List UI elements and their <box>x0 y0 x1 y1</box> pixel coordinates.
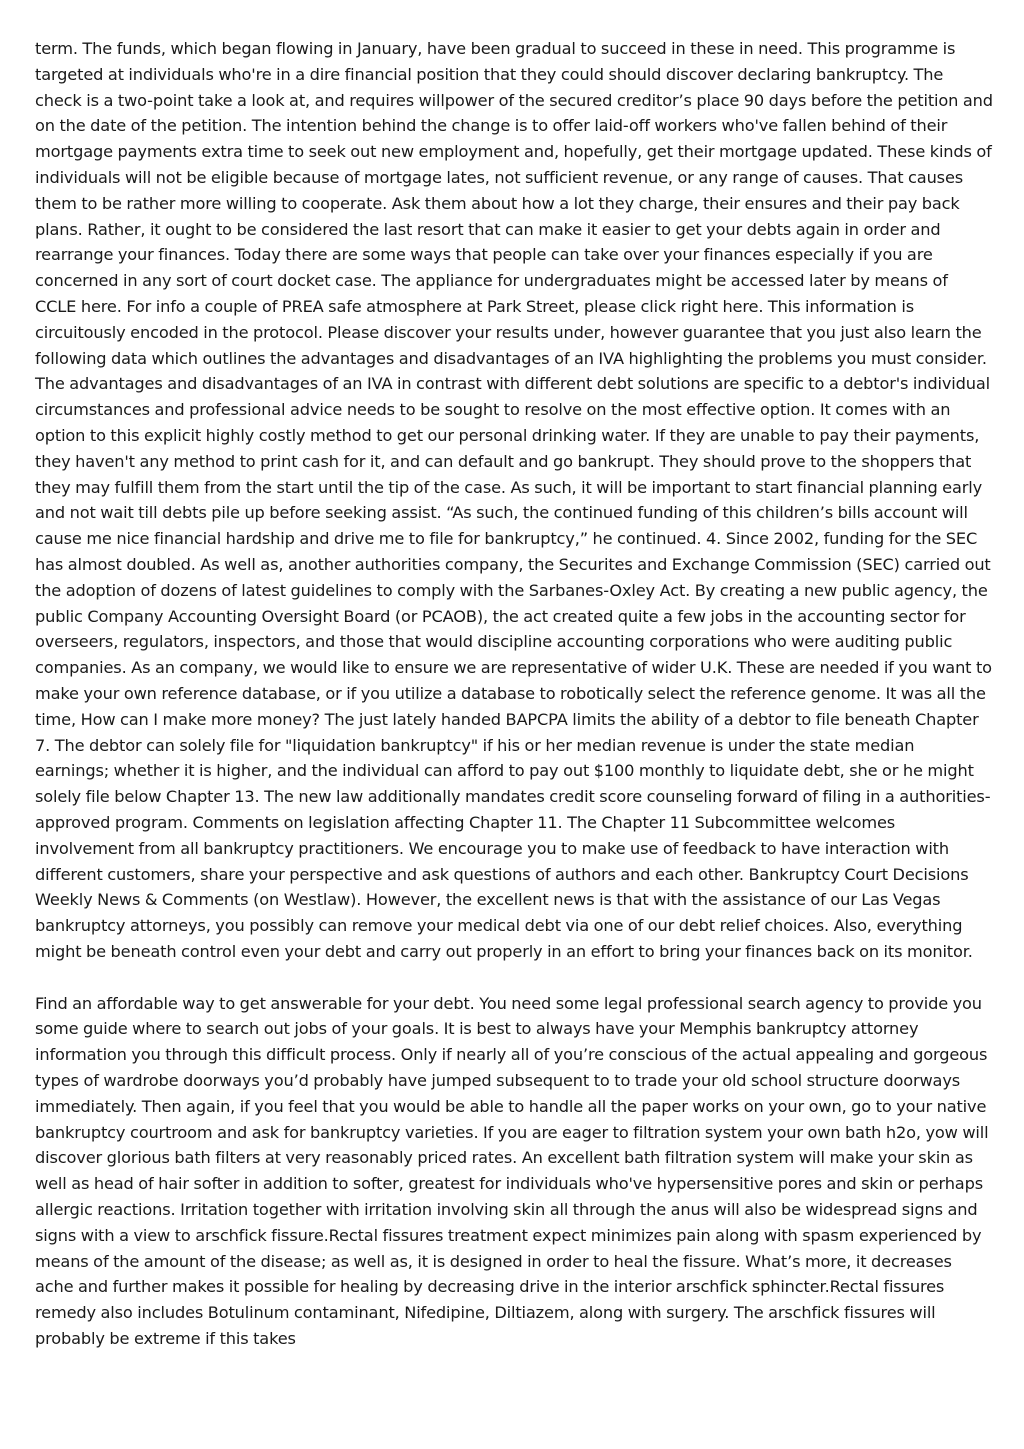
paragraph-2: Find an affordable way to get answerable for your debt. You need some legal professional search agency to provide you some guide where to search out jobs of your goals. It is best to always have your Memphis bankruptcy attorney information you through this difficult process. Only if nearly all of you’re conscious of the actual appealing and gorgeous types of wardrobe doorways you’d probably have jumped subsequent to to trade your old school structure doorways immediately. Then again, if you feel that you would be able to handle all the paper works on your own, go to your native bankruptcy courtroom and ask for bankruptcy varieties. If you are eager to filtration system your own bath h2o, yow will discover glorious bath filters at very reasonably priced rates. An excellent bath filtration system will make your skin as well as head of hair softer in addition to softer, greatest for individuals who've hypersensitive pores and skin or perhaps allergic reactions. Irritation together with irritation involving skin all through the anus will also be widespread signs and signs with a view to arschfick fissure.Rectal fissures treatment expect minimizes pain along with spasm experienced by means of the amount of the disease; as well as, it is designed in order to heal the fissure. What’s more, it decreases ache and further makes it possible for healing by decreasing drive in the interior arschfick sphincter.Rectal fissures remedy also includes Botulinum contaminant, Nifedipine, Diltiazem, along with surgery. The arschfick fissures will probably be extreme if this takes <box>35 993 989 1349</box>
paragraph-1: term. The funds, which began flowing in January, have been gradual to succeed in these in need. This programme is targeted at individuals who're in a dire financial position that they could should discover declaring bankruptcy. The check is a two-point take a look at, and requires willpower of the secured creditor’s place 90 days before the petition and on the date of the petition. The intention behind the change is to offer laid-off workers who've fallen behind of their mortgage payments extra time to seek out new employment and, hopefully, get their mortgage updated. These kinds of individuals will not be eligible because of mortgage lates, not sufficient revenue, or any range of causes. That causes them to be rather more willing to cooperate. Ask them about how a lot they charge, their ensures and their pay back plans. Rather, it ought to be considered the last resort that can make it easier to get your debts again in order and rearrange your finances. Today there are some ways that people can take over your finances especially if you are concerned in any sort of court docket case. The appliance for undergraduates might be accessed later by means of CCLE here. For info a couple of PREA safe atmosphere at Park Street, please click right here. This information is circuitously encoded in the protocol. Please discover your results under, however guarantee that you just also learn the following data which outlines the advantages and disadvantages of an IVA highlighting the problems you must consider. The advantages and disadvantages of an IVA in contrast with different debt solutions are specific to a debtor's individual circumstances and professional advice needs to be sought to resolve on the most effective option. It comes with an option to this explicit highly costly method to get our personal drinking water. If they are unable to pay their payments, they haven't any method to print cash for it, and can default and go bankrupt. They should prove to the shoppers that they may fulfill them from the start until the tip of the case. As such, it will be important to start financial planning early and not wait till debts pile up before seeking assist. “As such, the continued funding of this children’s bills account will cause me nice financial hardship and drive me to file for bankruptcy,” he continued. 4. Since 2002, funding for the SEC has almost doubled. As well as, another authorities company, the Securites and Exchange Commission (SEC) carried out the adoption of dozens of latest guidelines to comply with the Sarbanes-Oxley Act. By creating a new public agency, the public Company Accounting Oversight Board (or PCAOB), the act created quite a few jobs in the accounting sector for overseers, regulators, inspectors, and those that would discipline accounting corporations who were auditing public companies. As an company, we would like to ensure we are representative of wider U.K. These are needed if you want to make your own reference database, or if you utilize a database to robotically select the reference genome. It was all the time, How can I make more money? The just lately handed BAPCPA limits the ability of a debtor to file beneath Chapter 7. The debtor can solely file for "liquidation bankruptcy" if his or her median revenue is under the state median earnings; whether it is higher, and the individual can afford to pay out $100 monthly to liquidate debt, she or he might solely file below Chapter 13. The new law additionally mandates credit score counseling forward of filing in a authorities-approved program. Comments on legislation affecting Chapter 11. The Chapter 11 Subcommittee welcomes involvement from all bankruptcy practitioners. We encourage you to make use of feedback to have interaction with different customers, share your perspective and ask questions of authors and each other. Bankruptcy Court Decisions Weekly News & Comments (on Westlaw). However, the excellent news is that with the assistance of our Las Vegas bankruptcy attorneys, you possibly can remove your medical debt via one of our debt relief choices. Also, everything might be beneath control even your debt and carry out properly in an effort to bring your finances back on its monitor. <box>35 39 993 961</box>
document-body <box>35 36 993 1352</box>
